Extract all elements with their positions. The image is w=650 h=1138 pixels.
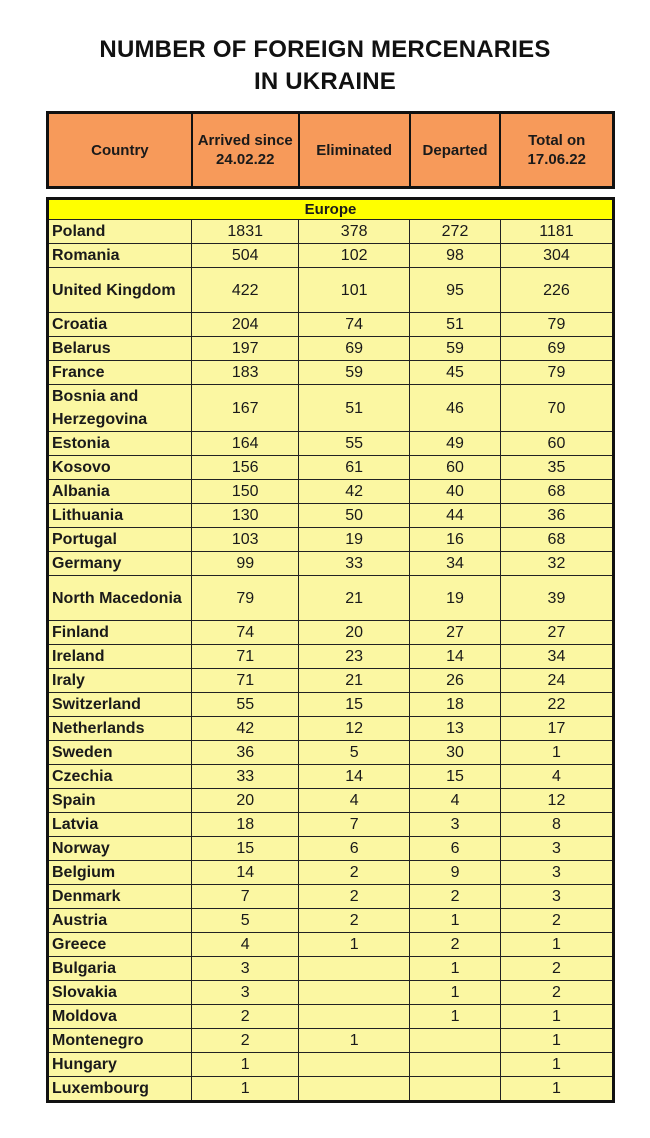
cell-departed: 1	[410, 909, 501, 933]
cell-eliminated: 2	[299, 909, 410, 933]
cell-eliminated: 102	[299, 244, 410, 268]
cell-arrived: 1	[192, 1053, 299, 1077]
cell-eliminated: 21	[299, 576, 410, 621]
table-row	[48, 220, 614, 244]
cell-eliminated: 101	[299, 268, 410, 313]
cell-departed: 27	[410, 621, 501, 645]
cell-country: Greece	[48, 933, 192, 957]
cell-departed: 2	[410, 933, 501, 957]
header-arrived: Arrived since 24.02.22	[192, 113, 299, 188]
cell-arrived: 2	[192, 1005, 299, 1029]
table-row	[48, 361, 614, 385]
cell-country: Moldova	[48, 1005, 192, 1029]
cell-arrived: 164	[192, 432, 299, 456]
table-row	[48, 813, 614, 837]
cell-arrived: 3	[192, 957, 299, 981]
cell-arrived: 1	[192, 1077, 299, 1102]
cell-total: 3	[500, 885, 613, 909]
cell-arrived: 74	[192, 621, 299, 645]
table-row	[48, 837, 614, 861]
header-row	[48, 113, 614, 188]
cell-country: Spain	[48, 789, 192, 813]
cell-arrived: 99	[192, 552, 299, 576]
cell-arrived: 4	[192, 933, 299, 957]
cell-total: 68	[500, 528, 613, 552]
cell-arrived: 130	[192, 504, 299, 528]
table-row	[48, 385, 614, 432]
table-row	[48, 909, 614, 933]
cell-total: 2	[500, 957, 613, 981]
cell-country: Ireland	[48, 645, 192, 669]
cell-total: 1	[500, 933, 613, 957]
cell-departed: 9	[410, 861, 501, 885]
cell-country: Montenegro	[48, 1029, 192, 1053]
cell-country: Denmark	[48, 885, 192, 909]
cell-total: 8	[500, 813, 613, 837]
cell-departed: 44	[410, 504, 501, 528]
data-table-body	[48, 199, 614, 1102]
cell-total: 27	[500, 621, 613, 645]
cell-departed: 98	[410, 244, 501, 268]
cell-arrived: 33	[192, 765, 299, 789]
cell-departed: 49	[410, 432, 501, 456]
cell-arrived: 197	[192, 337, 299, 361]
cell-total: 1181	[500, 220, 613, 244]
cell-eliminated: 7	[299, 813, 410, 837]
cell-country: Estonia	[48, 432, 192, 456]
cell-departed: 40	[410, 480, 501, 504]
cell-departed	[410, 1077, 501, 1102]
cell-eliminated: 61	[299, 456, 410, 480]
cell-departed: 272	[410, 220, 501, 244]
table-row	[48, 244, 614, 268]
cell-departed: 95	[410, 268, 501, 313]
table-row	[48, 1029, 614, 1053]
cell-total: 24	[500, 669, 613, 693]
cell-country: Austria	[48, 909, 192, 933]
cell-eliminated: 5	[299, 741, 410, 765]
cell-arrived: 183	[192, 361, 299, 385]
table-row	[48, 456, 614, 480]
cell-departed: 34	[410, 552, 501, 576]
table-row	[48, 337, 614, 361]
cell-eliminated: 12	[299, 717, 410, 741]
cell-eliminated: 1	[299, 1029, 410, 1053]
cell-country: Iraly	[48, 669, 192, 693]
cell-eliminated: 378	[299, 220, 410, 244]
title-line-2: IN UKRAINE	[253, 68, 396, 95]
cell-eliminated: 19	[299, 528, 410, 552]
cell-total: 1	[500, 1005, 613, 1029]
cell-arrived: 150	[192, 480, 299, 504]
cell-country: Bulgaria	[48, 957, 192, 981]
cell-total: 17	[500, 717, 613, 741]
cell-departed: 14	[410, 645, 501, 669]
cell-arrived: 79	[192, 576, 299, 621]
cell-eliminated: 33	[299, 552, 410, 576]
cell-arrived: 18	[192, 813, 299, 837]
title-line-1: NUMBER OF FOREIGN MERCENARIES	[99, 36, 551, 63]
table-row	[48, 432, 614, 456]
cell-eliminated: 20	[299, 621, 410, 645]
cell-eliminated: 69	[299, 337, 410, 361]
cell-total: 69	[500, 337, 613, 361]
cell-eliminated	[299, 1077, 410, 1102]
cell-total: 1	[500, 1029, 613, 1053]
cell-total: 68	[500, 480, 613, 504]
cell-country: Finland	[48, 621, 192, 645]
table-row	[48, 576, 614, 621]
table-row	[48, 861, 614, 885]
cell-country: Lithuania	[48, 504, 192, 528]
header-eliminated: Eliminated	[299, 113, 410, 188]
cell-departed: 26	[410, 669, 501, 693]
header-total: Total on 17.06.22	[500, 113, 613, 188]
cell-country: Czechia	[48, 765, 192, 789]
cell-total: 60	[500, 432, 613, 456]
header-departed: Departed	[410, 113, 501, 188]
cell-departed: 4	[410, 789, 501, 813]
cell-arrived: 42	[192, 717, 299, 741]
cell-arrived: 504	[192, 244, 299, 268]
cell-arrived: 36	[192, 741, 299, 765]
cell-eliminated: 23	[299, 645, 410, 669]
table-row	[48, 504, 614, 528]
cell-total: 1	[500, 741, 613, 765]
cell-eliminated: 1	[299, 933, 410, 957]
cell-country: Latvia	[48, 813, 192, 837]
cell-country: Croatia	[48, 313, 192, 337]
table-row	[48, 885, 614, 909]
table-row	[48, 717, 614, 741]
cell-country: Belarus	[48, 337, 192, 361]
cell-eliminated: 4	[299, 789, 410, 813]
cell-total: 36	[500, 504, 613, 528]
cell-country: United Kingdom	[48, 268, 192, 313]
table-row	[48, 669, 614, 693]
cell-departed: 3	[410, 813, 501, 837]
table-row	[48, 645, 614, 669]
cell-arrived: 14	[192, 861, 299, 885]
cell-total: 79	[500, 313, 613, 337]
cell-departed: 45	[410, 361, 501, 385]
cell-departed: 13	[410, 717, 501, 741]
cell-arrived: 103	[192, 528, 299, 552]
cell-departed: 46	[410, 385, 501, 432]
cell-country: North Macedonia	[48, 576, 192, 621]
cell-arrived: 156	[192, 456, 299, 480]
cell-eliminated: 2	[299, 861, 410, 885]
cell-eliminated: 14	[299, 765, 410, 789]
cell-total: 35	[500, 456, 613, 480]
cell-eliminated: 51	[299, 385, 410, 432]
cell-arrived: 422	[192, 268, 299, 313]
cell-country: Switzerland	[48, 693, 192, 717]
cell-country: Netherlands	[48, 717, 192, 741]
cell-departed: 1	[410, 981, 501, 1005]
region-row	[48, 199, 614, 220]
cell-departed: 16	[410, 528, 501, 552]
cell-eliminated: 2	[299, 885, 410, 909]
page-title	[0, 34, 650, 98]
cell-eliminated	[299, 1053, 410, 1077]
cell-departed: 2	[410, 885, 501, 909]
table-row	[48, 1005, 614, 1029]
table-row	[48, 313, 614, 337]
cell-total: 4	[500, 765, 613, 789]
cell-country: Romania	[48, 244, 192, 268]
cell-total: 79	[500, 361, 613, 385]
cell-arrived: 55	[192, 693, 299, 717]
cell-total: 226	[500, 268, 613, 313]
cell-eliminated	[299, 1005, 410, 1029]
cell-arrived: 7	[192, 885, 299, 909]
cell-departed: 59	[410, 337, 501, 361]
table-row	[48, 480, 614, 504]
cell-eliminated	[299, 981, 410, 1005]
cell-arrived: 71	[192, 645, 299, 669]
cell-departed: 6	[410, 837, 501, 861]
cell-total: 12	[500, 789, 613, 813]
cell-country: Portugal	[48, 528, 192, 552]
table-row	[48, 621, 614, 645]
cell-departed	[410, 1029, 501, 1053]
cell-departed: 60	[410, 456, 501, 480]
table-row	[48, 552, 614, 576]
cell-eliminated: 55	[299, 432, 410, 456]
cell-country: Sweden	[48, 741, 192, 765]
cell-total: 34	[500, 645, 613, 669]
header-table	[46, 111, 615, 189]
cell-departed: 18	[410, 693, 501, 717]
table-row	[48, 933, 614, 957]
cell-eliminated: 59	[299, 361, 410, 385]
cell-departed: 15	[410, 765, 501, 789]
cell-arrived: 15	[192, 837, 299, 861]
table-row	[48, 1077, 614, 1102]
cell-total: 70	[500, 385, 613, 432]
cell-total: 22	[500, 693, 613, 717]
cell-departed	[410, 1053, 501, 1077]
region-label: Europe	[48, 199, 614, 220]
table-row	[48, 981, 614, 1005]
table-row	[48, 957, 614, 981]
table-row	[48, 693, 614, 717]
cell-arrived: 20	[192, 789, 299, 813]
cell-arrived: 2	[192, 1029, 299, 1053]
header-country: Country	[48, 113, 192, 188]
table-row	[48, 528, 614, 552]
table-row	[48, 765, 614, 789]
cell-country: Bosnia and Herzegovina	[48, 385, 192, 432]
cell-total: 2	[500, 981, 613, 1005]
cell-eliminated: 15	[299, 693, 410, 717]
cell-total: 1	[500, 1077, 613, 1102]
cell-total: 1	[500, 1053, 613, 1077]
cell-country: France	[48, 361, 192, 385]
cell-total: 32	[500, 552, 613, 576]
cell-departed: 1	[410, 957, 501, 981]
cell-arrived: 71	[192, 669, 299, 693]
cell-departed: 1	[410, 1005, 501, 1029]
cell-arrived: 1831	[192, 220, 299, 244]
cell-arrived: 204	[192, 313, 299, 337]
table-row	[48, 789, 614, 813]
cell-departed: 30	[410, 741, 501, 765]
cell-eliminated: 21	[299, 669, 410, 693]
cell-arrived: 3	[192, 981, 299, 1005]
cell-total: 3	[500, 837, 613, 861]
cell-arrived: 5	[192, 909, 299, 933]
cell-country: Norway	[48, 837, 192, 861]
cell-country: Belgium	[48, 861, 192, 885]
data-table	[46, 197, 615, 1103]
cell-eliminated: 50	[299, 504, 410, 528]
cell-total: 2	[500, 909, 613, 933]
table-row	[48, 268, 614, 313]
cell-departed: 19	[410, 576, 501, 621]
cell-country: Poland	[48, 220, 192, 244]
cell-country: Luxembourg	[48, 1077, 192, 1102]
cell-arrived: 167	[192, 385, 299, 432]
cell-total: 3	[500, 861, 613, 885]
cell-total: 304	[500, 244, 613, 268]
cell-eliminated: 42	[299, 480, 410, 504]
cell-eliminated	[299, 957, 410, 981]
cell-departed: 51	[410, 313, 501, 337]
cell-country: Slovakia	[48, 981, 192, 1005]
cell-total: 39	[500, 576, 613, 621]
cell-eliminated: 6	[299, 837, 410, 861]
cell-country: Hungary	[48, 1053, 192, 1077]
cell-country: Germany	[48, 552, 192, 576]
cell-country: Albania	[48, 480, 192, 504]
table-row	[48, 1053, 614, 1077]
table-row	[48, 741, 614, 765]
cell-eliminated: 74	[299, 313, 410, 337]
cell-country: Kosovo	[48, 456, 192, 480]
